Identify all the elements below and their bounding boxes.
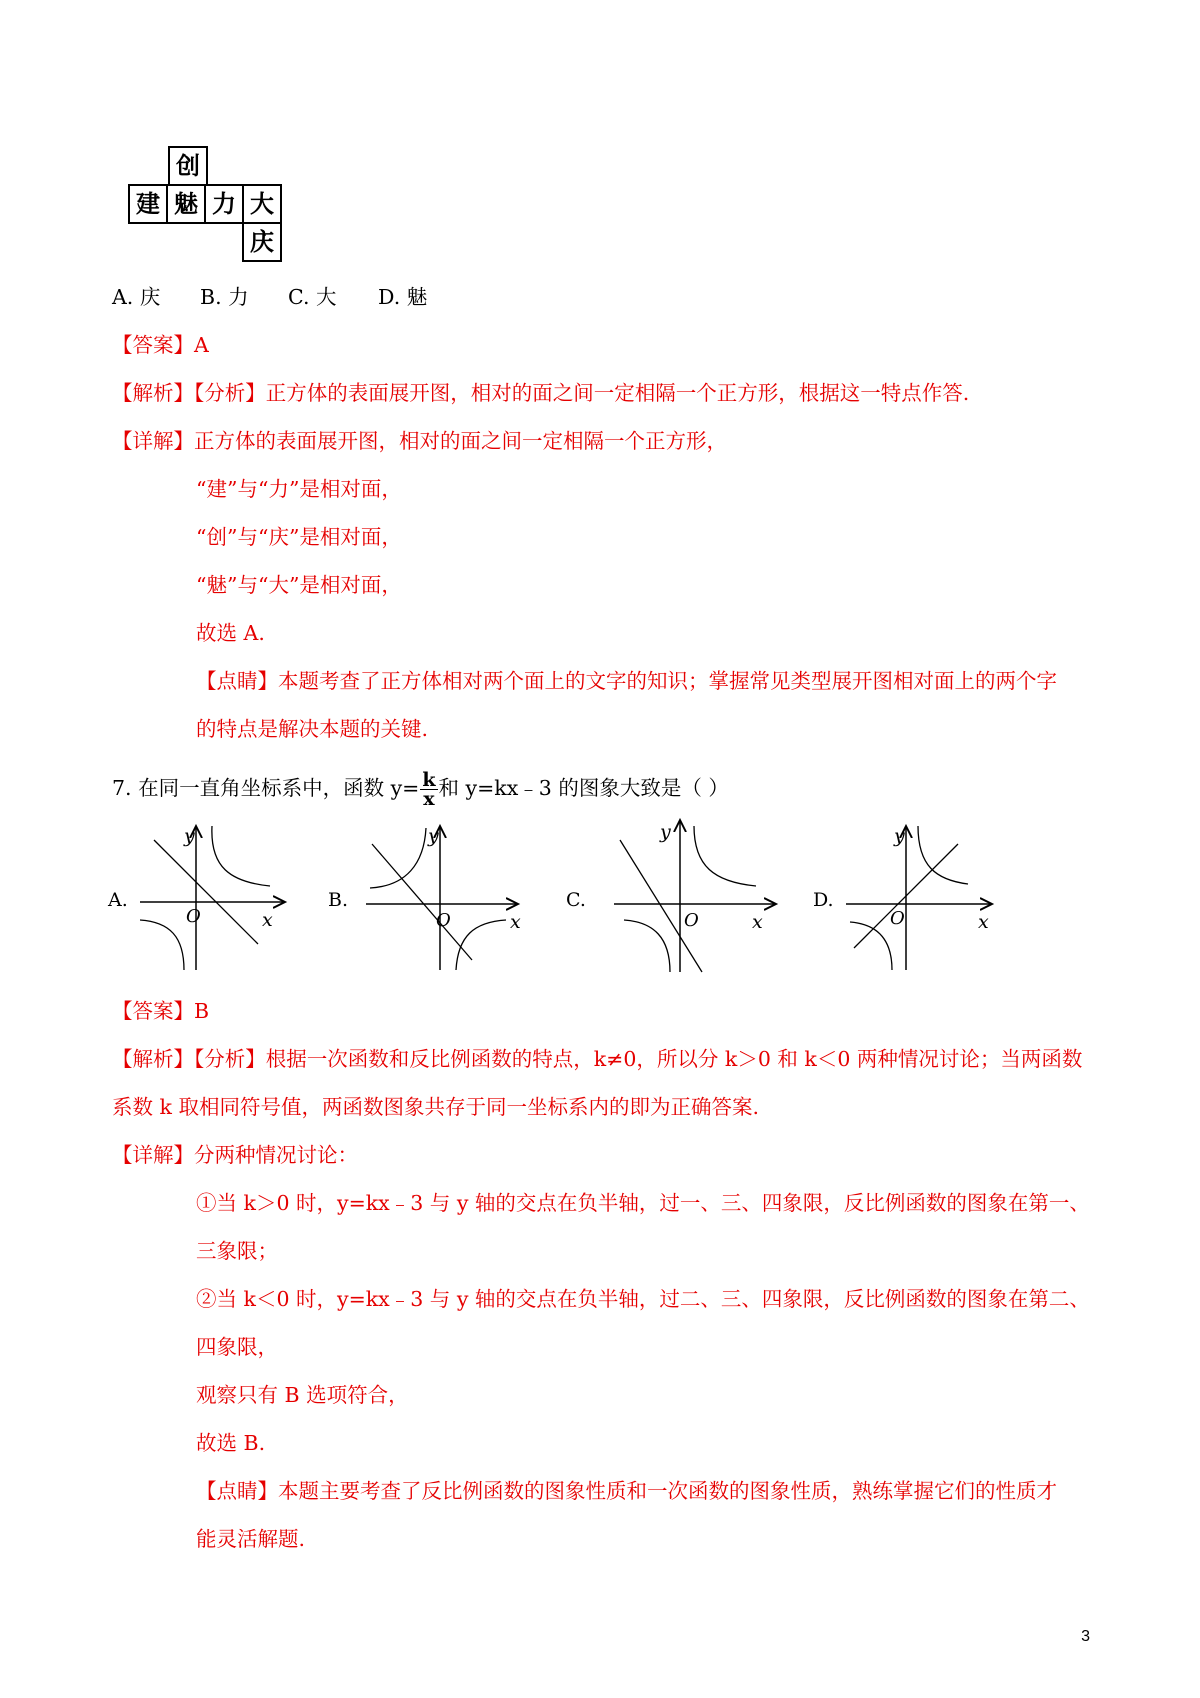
q7-point-1: 【点睛】本题主要考查了反比例函数的图象性质和一次函数的图象性质，熟练掌握它们的性质才 xyxy=(196,1479,1057,1503)
graph-b-label: B. xyxy=(328,889,349,911)
q6-option-a: A. 庆 xyxy=(112,285,161,309)
q6-line-1: “建”与“力”是相对面， xyxy=(196,477,402,501)
q7-stem: 7. 在同一直角坐标系中，函数 y= $\frac{k}{x}$ 和 y=kx﹣3 的图象大致是（ ） xyxy=(112,769,729,810)
q7-analysis-1: 【解析】【分析】根据一次函数和反比例函数的特点，k≠0，所以分 k＞0 和 k＜0 两种情况讨论；当两函数 xyxy=(112,1047,1083,1071)
q6-point-1: 【点睛】本题考查了正方体相对两个面上的文字的知识；掌握常见类型展开图相对面上的两个字 xyxy=(196,669,1057,693)
svg-text:O: O xyxy=(890,908,905,929)
net-cell-chuang: 创 xyxy=(168,146,208,186)
svg-text:y: y xyxy=(428,825,439,847)
net-cell-li: 力 xyxy=(204,184,244,224)
q7-line-4: 四象限， xyxy=(196,1335,278,1359)
svg-text:x: x xyxy=(262,909,273,931)
svg-text:y: y xyxy=(660,821,671,843)
q7-point-2: 能灵活解题. xyxy=(196,1527,306,1551)
q6-detail: 【详解】正方体的表面展开图，相对的面之间一定相隔一个正方形， xyxy=(112,429,727,453)
q6-option-b: B. 力 xyxy=(200,285,249,309)
linear-function-line xyxy=(372,844,472,960)
svg-text:x: x xyxy=(978,911,989,933)
q6-option-d: D. 魅 xyxy=(378,285,428,309)
net-cell-da: 大 xyxy=(242,184,282,224)
svg-text:O: O xyxy=(684,910,699,931)
graph-a xyxy=(140,822,290,972)
page-number: 3 xyxy=(1081,1628,1090,1645)
net-cell-mei: 魅 xyxy=(166,184,206,224)
q6-line-4: 故选 A. xyxy=(196,621,265,645)
graph-c xyxy=(614,816,784,974)
graph-b xyxy=(366,822,526,972)
q7-analysis-2: 系数 k 取相同符号值，两函数图象共存于同一坐标系内的即为正确答案. xyxy=(112,1095,759,1119)
q6-line-2: “创”与“庆”是相对面， xyxy=(196,525,402,549)
linear-function-line xyxy=(154,840,258,944)
q6-analysis: 【解析】【分析】正方体的表面展开图，相对的面之间一定相隔一个正方形，根据这一特点作答. xyxy=(112,381,970,405)
q7-line-5: 观察只有 B 选项符合， xyxy=(196,1383,409,1407)
graph-a-label: A. xyxy=(108,889,128,911)
svg-text:y: y xyxy=(894,825,905,847)
net-cell-jian: 建 xyxy=(128,184,168,224)
q7-detail: 【详解】分两种情况讨论： xyxy=(112,1143,358,1167)
hyperbola-branch xyxy=(694,826,756,886)
svg-text:x: x xyxy=(752,911,763,933)
q7-line-2: 三象限； xyxy=(196,1239,278,1263)
fraction-k-over-x: $\frac{k}{x}$ xyxy=(422,769,436,810)
net-cell-qing: 庆 xyxy=(242,222,282,262)
q7-answer: 【答案】B xyxy=(112,999,210,1023)
hyperbola-branch xyxy=(140,920,184,970)
q7-line-3: ②当 k＜0 时，y=kx﹣3 与 y 轴的交点在负半轴，过二、三、四象限，反比例函数的图象在第二、 xyxy=(196,1287,1090,1311)
graph-c-label: C. xyxy=(566,889,586,911)
q6-answer: 【答案】A xyxy=(112,333,209,357)
hyperbola-branch xyxy=(456,920,506,970)
q7-line-6: 故选 B. xyxy=(196,1431,266,1455)
q7-line-1: ①当 k＞0 时，y=kx﹣3 与 y 轴的交点在负半轴，过一、三、四象限，反比例函数的图象在第一、 xyxy=(196,1191,1090,1215)
graph-d xyxy=(846,822,996,972)
hyperbola-branch xyxy=(212,826,270,886)
svg-text:x: x xyxy=(510,911,521,933)
svg-text:O: O xyxy=(186,906,201,927)
hyperbola-branch xyxy=(624,920,670,972)
q6-line-3: “魅”与“大”是相对面， xyxy=(196,573,402,597)
svg-text:y: y xyxy=(184,825,195,847)
q6-options xyxy=(112,283,427,311)
hyperbola-branch xyxy=(370,828,426,888)
svg-text:O: O xyxy=(436,910,451,931)
hyperbola-branch xyxy=(918,826,968,884)
graph-d-label: D. xyxy=(813,889,834,911)
q6-option-c: C. 大 xyxy=(288,285,337,309)
q6-point-2: 的特点是解决本题的关键. xyxy=(196,717,429,741)
linear-function-line xyxy=(620,840,702,972)
